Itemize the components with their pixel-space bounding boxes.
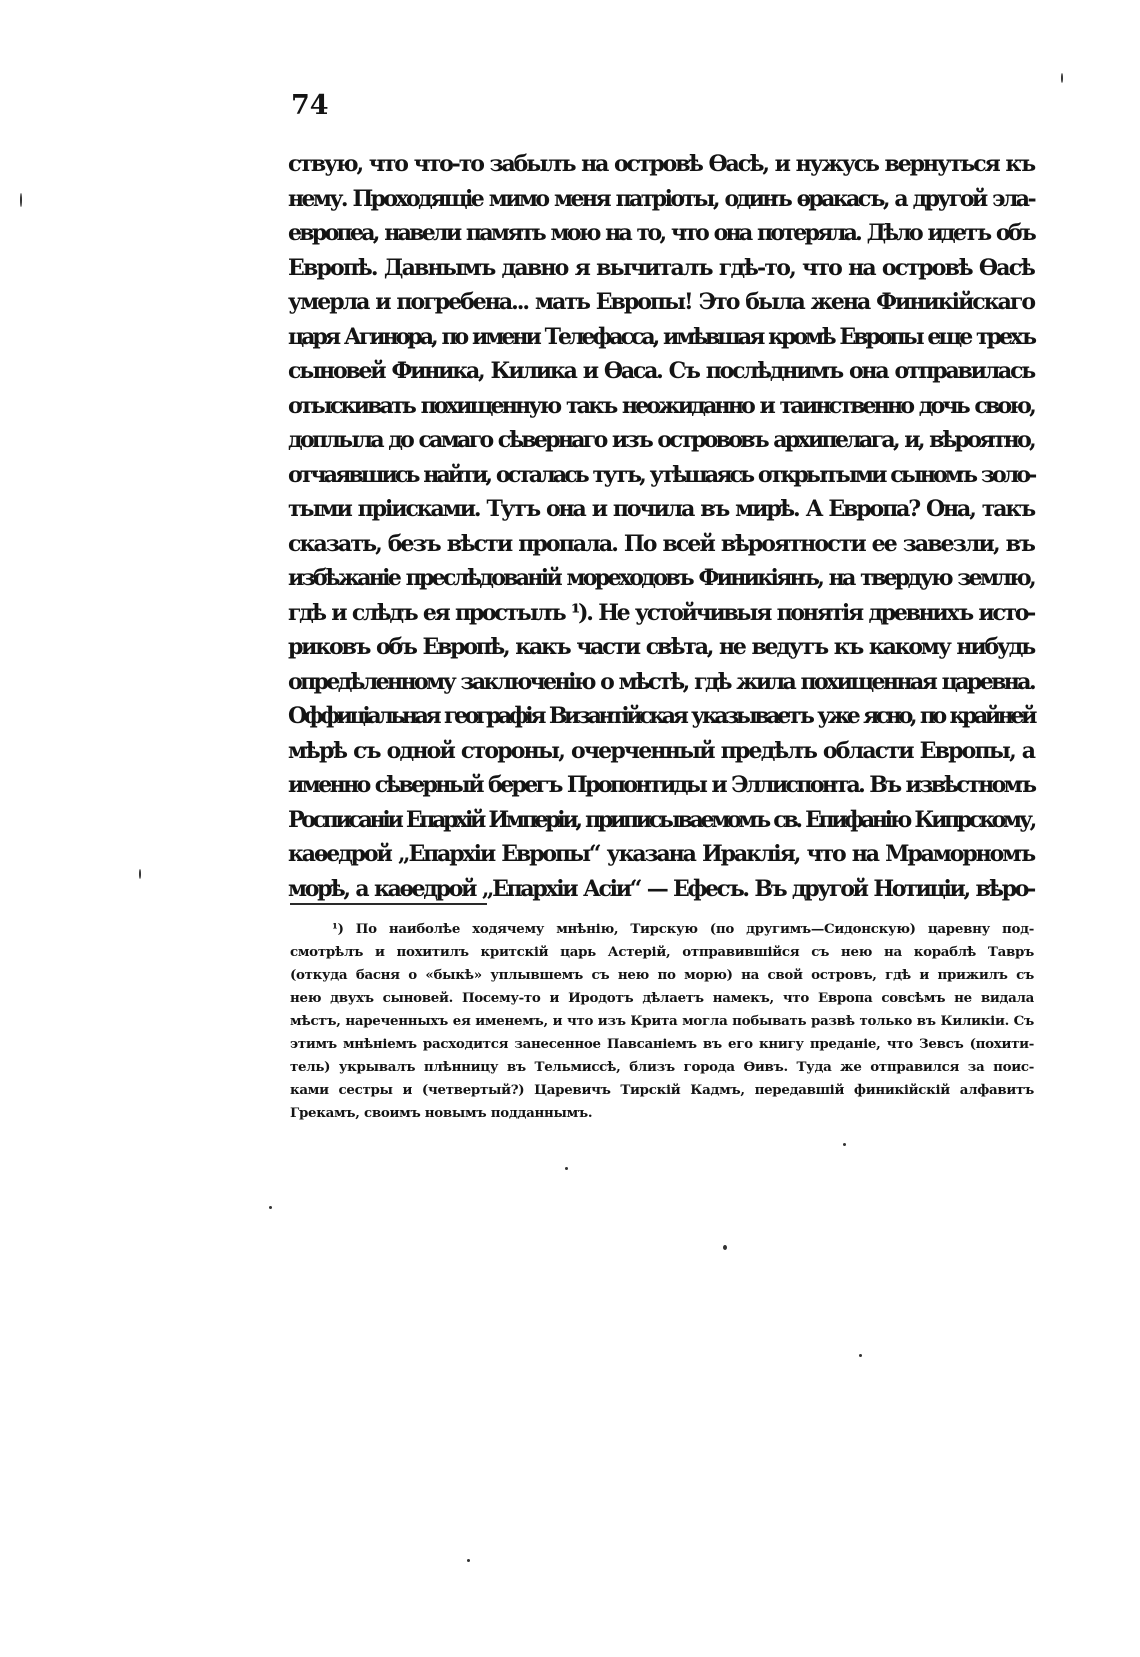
text-line: избѣжаніе преслѣдованій мореходовъ Финикіянъ, на твердую землю, — [288, 565, 1034, 591]
footnote-line: Грекамъ, своимъ новымъ подданнымъ. — [290, 1105, 593, 1121]
text-line: ствую, что что-то забылъ на островѣ Ѳасѣ, и нужусь вернуться къ — [288, 151, 1034, 177]
text-line: Оффиціальная географія Византійская указываетъ уже ясно, по крайней — [288, 703, 1034, 729]
text-line: умерла и погребена... мать Европы! Это была жена Финикійскаго — [288, 289, 1034, 315]
text-line: сказать, безъ вѣсти пропала. По всей вѣроятности ее завезли, въ — [288, 530, 1034, 557]
text-line: морѣ, а каѳедрой „Епархіи Асіи“ — Ефесъ. Въ другой Нотиціи, вѣро- — [288, 875, 1034, 902]
scan-speck — [843, 1143, 846, 1146]
text-line: сыновей Финика, Килика и Ѳаса. Съ послѣднимъ она отправилась — [288, 358, 1034, 384]
scan-speck — [1061, 73, 1063, 83]
text-line: тыми пріисками. Тутъ она и почила въ мирѣ. А Европа? Она, такъ — [288, 496, 1034, 522]
footnote-line: смотрѣлъ и похитилъ критскій царь Астерій, отправившійся съ нею на кораблѣ Тавръ — [290, 944, 1034, 960]
text-line: именно сѣверный берегъ Пропонтиды и Эллиспонта. Въ извѣстномъ — [288, 772, 1035, 798]
scan-speck — [20, 193, 22, 207]
scan-speck — [723, 1245, 727, 1250]
footnote-line: нею двухъ сыновей. Посему-то и Иродотъ дѣлаетъ намекъ, что Европа совсѣмъ не видала — [290, 990, 1034, 1006]
page-number: 74 — [291, 90, 329, 121]
footnote-line: ¹) По наиболѣе ходячему мнѣнію, Тирскую (по другимъ—Сидонскую) царевну под- — [332, 921, 1034, 937]
text-line: нему. Проходящіе мимо меня патріоты, одинъ ѳракасъ, а другой эла- — [288, 185, 1034, 212]
scan-speck — [467, 1559, 470, 1562]
text-line: отыскивать похищенную такъ неожиданно и таинственно дочь свою, — [288, 392, 1034, 419]
text-line: опредѣленному заключенію о мѣстѣ, гдѣ жила похищенная царевна. — [288, 668, 1034, 695]
text-line: гдѣ и слѣдъ ея простылъ ¹). Не устойчивыя понятія древнихъ исто- — [288, 599, 1034, 626]
scan-speck — [269, 1206, 272, 1209]
footnote-line: тель) укрывалъ плѣнницу въ Тельмиссѣ, близъ города Ѳивъ. Туда же отправился за поис- — [290, 1059, 1034, 1075]
footnote-line: ками сестры и (четвертый?) Царевичъ Тирскій Кадмъ, передавшій финикійскій алфавитъ — [290, 1082, 1034, 1098]
text-line: европеа, навели память мою на то, что она потеряла. Дѣло идетъ объ — [288, 220, 1034, 246]
text-line: отчаявшись найти, осталась тутъ, утѣшаясь открытыми сыномъ золо- — [288, 461, 1035, 488]
scan-speck — [139, 869, 141, 879]
scan-speck — [565, 1167, 568, 1170]
main-text — [288, 147, 1034, 906]
footnote-line: (откуда басня о «быкѣ» уплывшемъ съ нею по морю) на свой островъ, гдѣ и прижилъ съ — [290, 967, 1034, 983]
footnote-line: мѣстъ, нареченныхъ ея именемъ, и что изъ Крита могла побывать развѣ только въ Киликіи. Съ — [290, 1013, 1034, 1029]
footnote-line: этимъ мнѣніемъ расходится занесенное Павсаніемъ въ его книгу преданіе, что Зевсъ (похити- — [290, 1036, 1034, 1052]
footnote-divider — [290, 903, 487, 905]
text-line: Европѣ. Давнымъ давно я вычиталъ гдѣ-то, что на островѣ Ѳасѣ — [288, 254, 1034, 281]
text-line: царя Агинора, по имени Телефасса, имѣвшая кромѣ Европы еще трехъ — [288, 323, 1034, 350]
text-line: доплыла до самаго сѣвернаго изъ острововъ архипелага, и, вѣроятно, — [288, 427, 1034, 453]
text-line: Росписаніи Епархій Имперіи, приписываемомъ св. Епифанію Кипрскому, — [288, 806, 1034, 833]
text-line: мѣрѣ съ одной стороны, очерченный предѣлъ области Европы, а — [288, 737, 1035, 764]
text-line: риковъ объ Европѣ, какъ части свѣта, не ведутъ къ какому нибудь — [288, 634, 1034, 660]
text-line: каѳедрой „Епархіи Европы“ указана Ираклія, что на Мраморномъ — [288, 841, 1034, 867]
scan-speck — [859, 1354, 862, 1357]
footnote — [290, 918, 1034, 1125]
